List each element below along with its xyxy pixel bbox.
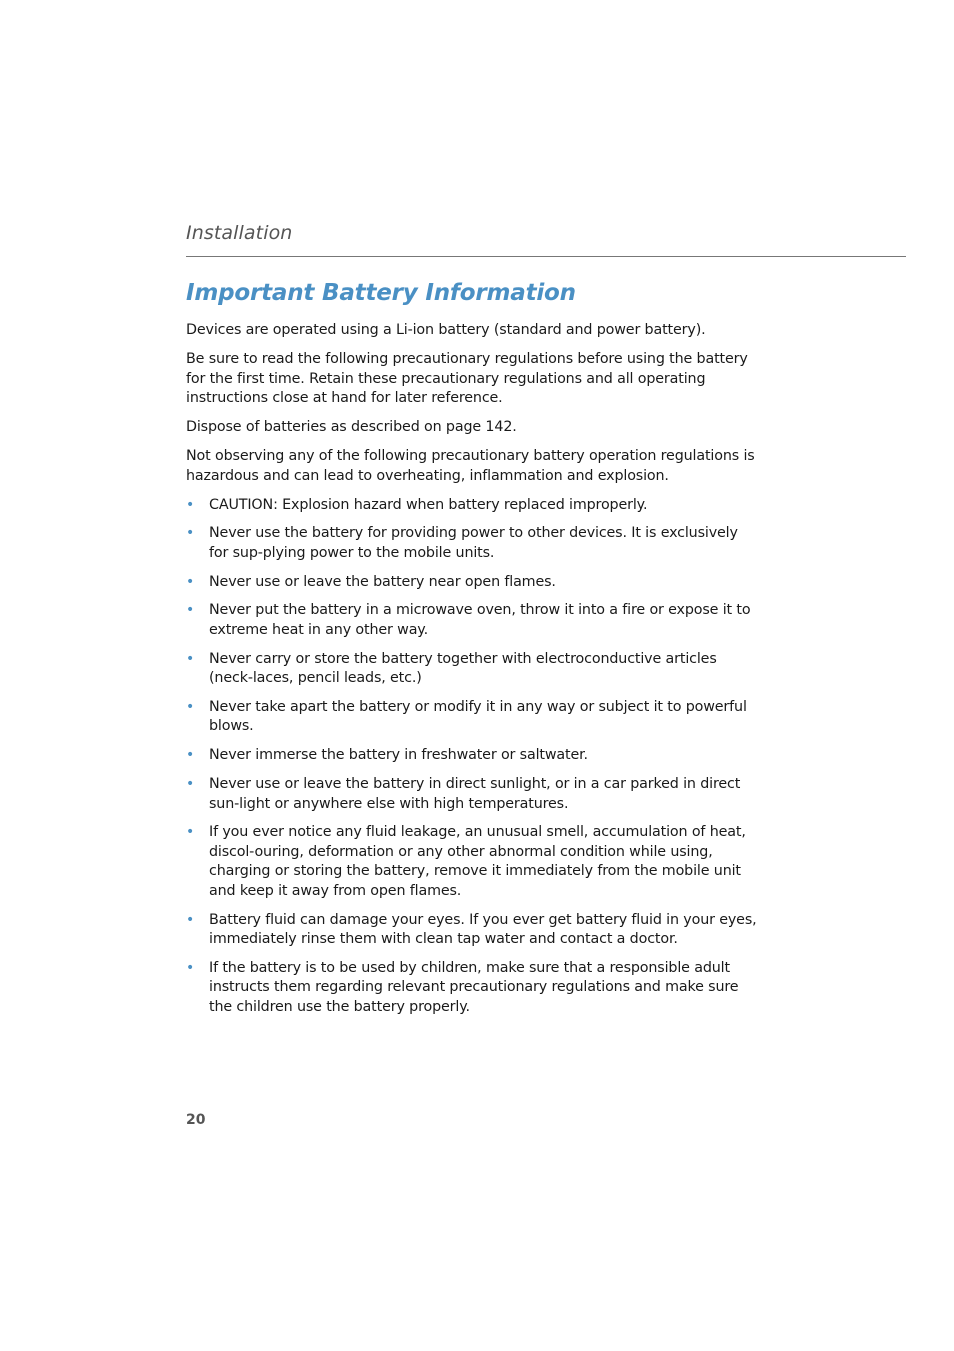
list-item-text: Never use the battery for providing power to other devices. It is exclusively for sup-plying power to the mobile units. xyxy=(209,525,738,561)
intro-paragraph: Devices are operated using a Li-ion battery (standard and power battery). xyxy=(186,322,706,338)
header-divider xyxy=(186,256,906,257)
list-item-text: Battery fluid can damage your eyes. If you ever get battery fluid in your eyes, immediately rinse them with clean tap water and contact a doctor. xyxy=(209,911,757,948)
list-item xyxy=(186,746,761,766)
list-item xyxy=(186,823,761,901)
bullet-icon: • xyxy=(186,602,195,619)
bullet-icon: • xyxy=(186,911,195,928)
list-item xyxy=(186,698,761,737)
bullet-icon: • xyxy=(186,650,195,667)
bullet-icon: • xyxy=(186,573,195,590)
list-item xyxy=(186,650,761,689)
list-item-text: If you ever notice any fluid leakage, an unusual smell, accumulation of heat, discol-ouring, deformation or any other abnormal condition while using, charging or storing the battery, remove it immediately from the mobile unit and keep it away from open flames. xyxy=(209,824,746,899)
list-item xyxy=(186,573,761,593)
bullet-icon: • xyxy=(186,824,195,841)
list-item xyxy=(186,496,761,516)
list-item xyxy=(186,775,761,814)
list-item-text: Never immerse the battery in freshwater or saltwater. xyxy=(209,747,588,764)
bullet-icon: • xyxy=(186,776,195,793)
list-item xyxy=(186,911,761,950)
list-item-text: CAUTION: Explosion hazard when battery replaced improperly. xyxy=(209,496,648,513)
list-item xyxy=(186,524,761,563)
list-item-text: Never take apart the battery or modify it in any way or subject it to powerful blows. xyxy=(209,698,747,735)
intro-paragraph: Dispose of batteries as described on page 142. xyxy=(186,419,517,435)
list-item-text: Never use or leave the battery in direct sunlight, or in a car parked in direct sun-light or anywhere else with high temperatures. xyxy=(209,776,741,812)
bullet-icon: • xyxy=(186,959,195,976)
precaution-list xyxy=(186,496,761,1018)
list-item-text: If the battery is to be used by children, make sure that a responsible adult instructs them regarding relevant precautionary regulations and make sure the children use the battery properly. xyxy=(209,959,739,1015)
list-item-text: Never use or leave the battery near open flames. xyxy=(209,573,556,590)
section-header: Installation xyxy=(186,222,293,244)
bullet-icon: • xyxy=(186,496,195,513)
bullet-icon: • xyxy=(186,525,195,542)
page-title: Important Battery Information xyxy=(186,280,576,306)
list-item xyxy=(186,601,761,640)
page-number: 20 xyxy=(186,1112,206,1128)
intro-paragraph: Be sure to read the following precautionary regulations before using the battery for the first time. Retain these precautionary regulations and all operating instructions close at hand for later reference. xyxy=(186,351,748,406)
list-item-text: Never put the battery in a microwave oven, throw it into a fire or expose it to extreme heat in any other way. xyxy=(209,602,751,638)
bullet-icon: • xyxy=(186,698,195,715)
intro-paragraph: Not observing any of the following precautionary battery operation regulations is hazardous and can lead to overheating, inflammation and explosion. xyxy=(186,448,755,484)
list-item-text: Never carry or store the battery together with electroconductive articles (neck-laces, pencil leads, etc.) xyxy=(209,650,717,687)
bullet-icon: • xyxy=(186,747,195,764)
content-body xyxy=(186,321,761,1027)
list-item xyxy=(186,959,761,1018)
